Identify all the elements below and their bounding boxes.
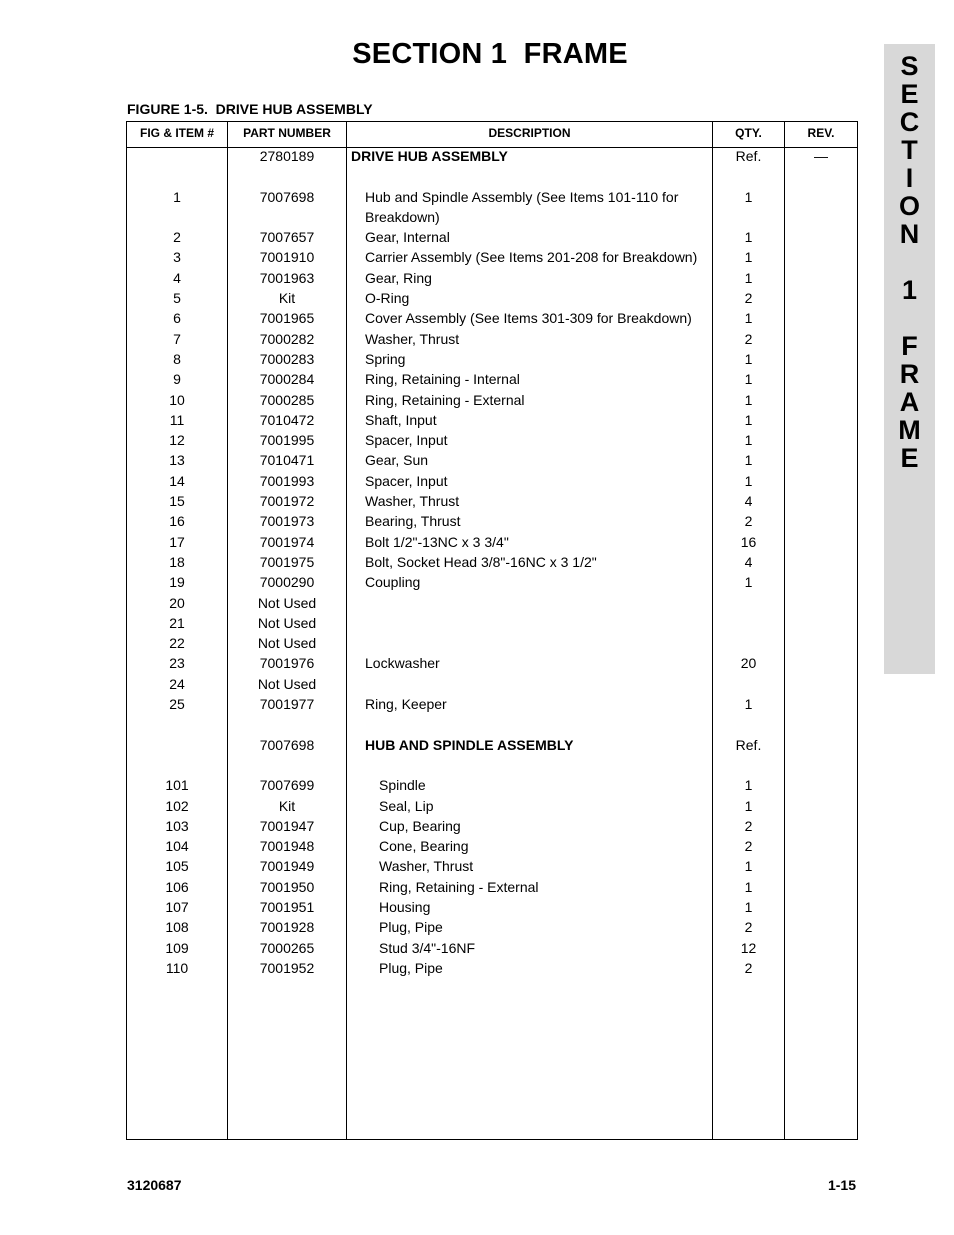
table-row [127, 187, 857, 228]
doc-number: 3120687 [127, 1177, 182, 1193]
description-cell: Plug, Pipe [379, 919, 443, 936]
part-number-cell: 7000265 [259, 939, 315, 956]
qty-cell: 1 [744, 797, 753, 814]
part-number-cell: 2780189 [259, 148, 315, 164]
part-number-cell: 7007698 [259, 188, 315, 205]
qty-cell: 4 [744, 553, 753, 570]
side-tab-letter: R [899, 359, 920, 389]
fig-item-cell: 4 [173, 269, 181, 286]
description-cell: Cover Assembly (See Items 301-309 for Breakdown) [365, 310, 692, 327]
table-row [127, 836, 857, 856]
description-cell: Seal, Lip [379, 797, 434, 814]
table-row [127, 694, 857, 714]
part-number-cell: Not Used [257, 675, 317, 692]
table-row [127, 613, 857, 633]
fig-item-cell: 104 [165, 838, 189, 855]
qty-cell: 1 [744, 452, 753, 469]
side-tab-letter: A [899, 387, 920, 417]
table-row [127, 227, 857, 247]
qty-cell: 1 [744, 229, 753, 246]
table-row [127, 288, 857, 308]
qty-cell: 20 [740, 655, 757, 672]
table-row [127, 410, 857, 430]
table-row [127, 450, 857, 470]
part-number-cell: 7001974 [259, 533, 315, 550]
table-row [127, 511, 857, 531]
qty-cell: 1 [744, 777, 753, 794]
fig-item-cell: 23 [169, 655, 185, 672]
qty-cell: 1 [744, 472, 753, 489]
table-row [127, 552, 857, 572]
description-cell: Lockwasher [365, 655, 440, 672]
part-number-cell: 7001972 [259, 493, 315, 510]
description-cell: Carrier Assembly (See Items 201-208 for Breakdown) [365, 249, 698, 266]
description-cell: Coupling [365, 574, 421, 591]
part-number-cell: Not Used [257, 635, 317, 652]
qty-cell: 1 [744, 574, 753, 591]
qty-cell: 2 [744, 838, 753, 855]
qty-cell: 4 [744, 493, 753, 510]
page-number: 1-15 [827, 1177, 856, 1193]
side-tab-letter: I [905, 163, 914, 193]
description-cell: Spacer, Input [365, 472, 448, 489]
fig-item-cell: 9 [173, 371, 181, 388]
description-cell: Washer, Thrust [365, 330, 460, 347]
part-number-cell: Not Used [257, 594, 317, 611]
description-cell: Cup, Bearing [379, 817, 461, 834]
description-cell: Bearing, Thrust [365, 513, 461, 530]
fig-item-cell: 101 [165, 777, 189, 794]
qty-cell: 1 [744, 310, 753, 327]
side-tab-letter: T [901, 135, 918, 165]
fig-item-cell: 3 [173, 249, 181, 266]
side-tab-letter: E [900, 443, 919, 473]
side-tab-letter: C [899, 107, 920, 137]
table-row [127, 491, 857, 511]
table-row [127, 349, 857, 369]
part-number-cell: 7001995 [259, 432, 315, 449]
qty-cell: 1 [744, 411, 753, 428]
table-row [127, 430, 857, 450]
header-description: DESCRIPTION [488, 126, 571, 140]
fig-item-cell: 105 [165, 858, 189, 875]
description-cell: Ring, Retaining - External [365, 391, 525, 408]
table-row [127, 755, 857, 775]
header-rev: REV. [807, 126, 835, 140]
description-cell: Spring [365, 350, 406, 367]
table-row [127, 796, 857, 816]
part-number-cell: 7000283 [259, 350, 315, 367]
part-number-cell: Kit [278, 797, 296, 814]
description-cell: Hub and Spindle Assembly (See Items 101-110 for Breakdown) [365, 188, 679, 225]
part-number-cell: 7001965 [259, 310, 315, 327]
description-cell: Spacer, Input [365, 432, 448, 449]
description-cell: Gear, Ring [365, 269, 432, 286]
table-row [127, 653, 857, 673]
parts-table [126, 121, 858, 1140]
fig-item-cell: 6 [173, 310, 181, 327]
part-number-cell: 7007657 [259, 229, 315, 246]
table-row [127, 593, 857, 613]
fig-item-cell: 18 [169, 553, 185, 570]
part-number-cell: 7001948 [259, 838, 315, 855]
side-tab-letter [906, 304, 914, 332]
fig-item-cell: 107 [165, 898, 189, 915]
side-tab-letter: F [901, 331, 918, 361]
part-number-cell: 7000285 [259, 391, 315, 408]
fig-item-cell: 13 [169, 452, 185, 469]
part-number-cell: 7001975 [259, 553, 315, 570]
header-qty: QTY. [735, 126, 762, 140]
table-body [127, 146, 857, 978]
part-number-cell: 7007698 [259, 736, 315, 753]
fig-item-cell: 109 [165, 939, 189, 956]
qty-cell: 2 [744, 919, 753, 936]
qty-cell: 2 [744, 513, 753, 530]
table-row [127, 532, 857, 552]
part-number-cell: 7001963 [259, 269, 315, 286]
side-tab-letter: N [899, 219, 920, 249]
qty-cell: 2 [744, 959, 753, 976]
table-row [127, 674, 857, 694]
part-number-cell: 7000290 [259, 574, 315, 591]
table-row [127, 856, 857, 876]
part-number-cell: 7001950 [259, 878, 315, 895]
description-cell: HUB AND SPINDLE ASSEMBLY [365, 736, 574, 753]
part-number-cell: 7001976 [259, 655, 315, 672]
fig-item-cell: 110 [165, 959, 189, 976]
description-cell: Washer, Thrust [365, 493, 460, 510]
fig-item-cell: 108 [165, 919, 189, 936]
table-row [127, 877, 857, 897]
description-cell: Plug, Pipe [379, 959, 443, 976]
qty-cell: 1 [744, 269, 753, 286]
description-cell: DRIVE HUB ASSEMBLY [351, 148, 508, 164]
table-row [127, 166, 857, 186]
table-row [127, 268, 857, 288]
qty-cell: 1 [744, 188, 753, 205]
fig-item-cell: 14 [169, 472, 185, 489]
description-cell: Shaft, Input [365, 411, 437, 428]
qty-cell: 16 [740, 533, 757, 550]
fig-item-cell: 106 [165, 878, 189, 895]
fig-item-cell: 5 [173, 290, 181, 307]
description-cell: Bolt, Socket Head 3/8"-16NC x 3 1/2" [365, 553, 597, 570]
description-cell: Stud 3/4"-16NF [379, 939, 476, 956]
fig-item-cell: 10 [169, 391, 185, 408]
description-cell: Ring, Retaining - Internal [365, 371, 520, 388]
part-number-cell: 7007699 [259, 777, 315, 794]
section-side-tab [884, 44, 935, 674]
part-number-cell: 7001977 [259, 696, 315, 713]
part-number-cell: 7000282 [259, 330, 315, 347]
part-number-cell: 7001910 [259, 249, 315, 266]
header-part-number: PART NUMBER [243, 126, 331, 140]
table-row [127, 390, 857, 410]
part-number-cell: 7000284 [259, 371, 315, 388]
table-row [127, 146, 857, 166]
qty-cell: 2 [744, 817, 753, 834]
qty-cell: Ref. [735, 736, 762, 753]
part-number-cell: 7001952 [259, 959, 315, 976]
description-cell: Gear, Sun [365, 452, 429, 469]
part-number-cell: 7001993 [259, 472, 315, 489]
table-row [127, 958, 857, 978]
qty-cell: 1 [744, 350, 753, 367]
table-row [127, 369, 857, 389]
part-number-cell: 7010472 [259, 411, 315, 428]
part-number-cell: 7010471 [259, 452, 315, 469]
table-row [127, 897, 857, 917]
part-number-cell: 7001951 [259, 898, 315, 915]
fig-item-cell: 2 [173, 229, 181, 246]
side-tab-letter: S [900, 51, 919, 81]
table-row [127, 816, 857, 836]
side-tab-letter: O [898, 191, 920, 221]
table-row [127, 572, 857, 592]
table-row [127, 308, 857, 328]
fig-item-cell: 8 [173, 350, 181, 367]
rev-cell: — [814, 148, 828, 164]
fig-item-cell: 17 [169, 533, 185, 550]
fig-item-cell: 103 [165, 817, 189, 834]
page-title: SECTION 1 FRAME [352, 38, 628, 70]
fig-item-cell: 21 [169, 614, 185, 631]
figure-title: FIGURE 1-5. DRIVE HUB ASSEMBLY [127, 101, 373, 117]
qty-cell: 1 [744, 878, 753, 895]
side-tab-letter: E [900, 79, 919, 109]
qty-cell: 2 [744, 330, 753, 347]
description-cell: Ring, Keeper [365, 696, 447, 713]
table-row [127, 735, 857, 755]
qty-cell: 1 [744, 898, 753, 915]
side-tab-letter: M [898, 415, 921, 445]
fig-item-cell: 11 [169, 411, 185, 428]
header-fig-item: FIG & ITEM # [139, 126, 214, 140]
side-tab-letter [906, 248, 914, 276]
description-cell: O-Ring [365, 290, 410, 307]
qty-cell: 12 [740, 939, 757, 956]
description-cell: Bolt 1/2"-13NC x 3 3/4" [365, 533, 509, 550]
fig-item-cell: 102 [165, 797, 189, 814]
qty-cell: 1 [744, 432, 753, 449]
side-tab-letter: 1 [901, 275, 918, 305]
table-row [127, 775, 857, 795]
description-cell: Ring, Retaining - External [379, 878, 539, 895]
qty-cell: Ref. [735, 148, 762, 164]
part-number-cell: Kit [278, 290, 296, 307]
description-cell: Cone, Bearing [379, 838, 469, 855]
fig-item-cell: 24 [169, 675, 185, 692]
qty-cell: 1 [744, 371, 753, 388]
table-row [127, 329, 857, 349]
part-number-cell: 7001928 [259, 919, 315, 936]
fig-item-cell: 15 [169, 493, 185, 510]
qty-cell: 1 [744, 249, 753, 266]
table-row [127, 247, 857, 267]
description-cell: Spindle [379, 777, 426, 794]
fig-item-cell: 25 [169, 696, 185, 713]
fig-item-cell: 7 [173, 330, 181, 347]
table-row [127, 938, 857, 958]
qty-cell: 1 [744, 858, 753, 875]
qty-cell: 1 [744, 391, 753, 408]
description-cell: Housing [379, 898, 431, 915]
fig-item-cell: 1 [173, 188, 181, 205]
fig-item-cell: 12 [169, 432, 185, 449]
fig-item-cell: 22 [169, 635, 185, 652]
qty-cell: 2 [744, 290, 753, 307]
fig-item-cell: 19 [169, 574, 185, 591]
table-row [127, 633, 857, 653]
table-row [127, 917, 857, 937]
fig-item-cell: 20 [169, 594, 185, 611]
part-number-cell: Not Used [257, 614, 317, 631]
side-tab-letters [884, 52, 935, 472]
part-number-cell: 7001949 [259, 858, 315, 875]
table-row [127, 714, 857, 734]
fig-item-cell: 16 [169, 513, 185, 530]
part-number-cell: 7001973 [259, 513, 315, 530]
description-cell: Gear, Internal [365, 229, 450, 246]
table-row [127, 471, 857, 491]
qty-cell: 1 [744, 696, 753, 713]
part-number-cell: 7001947 [259, 817, 315, 834]
description-cell: Washer, Thrust [379, 858, 474, 875]
